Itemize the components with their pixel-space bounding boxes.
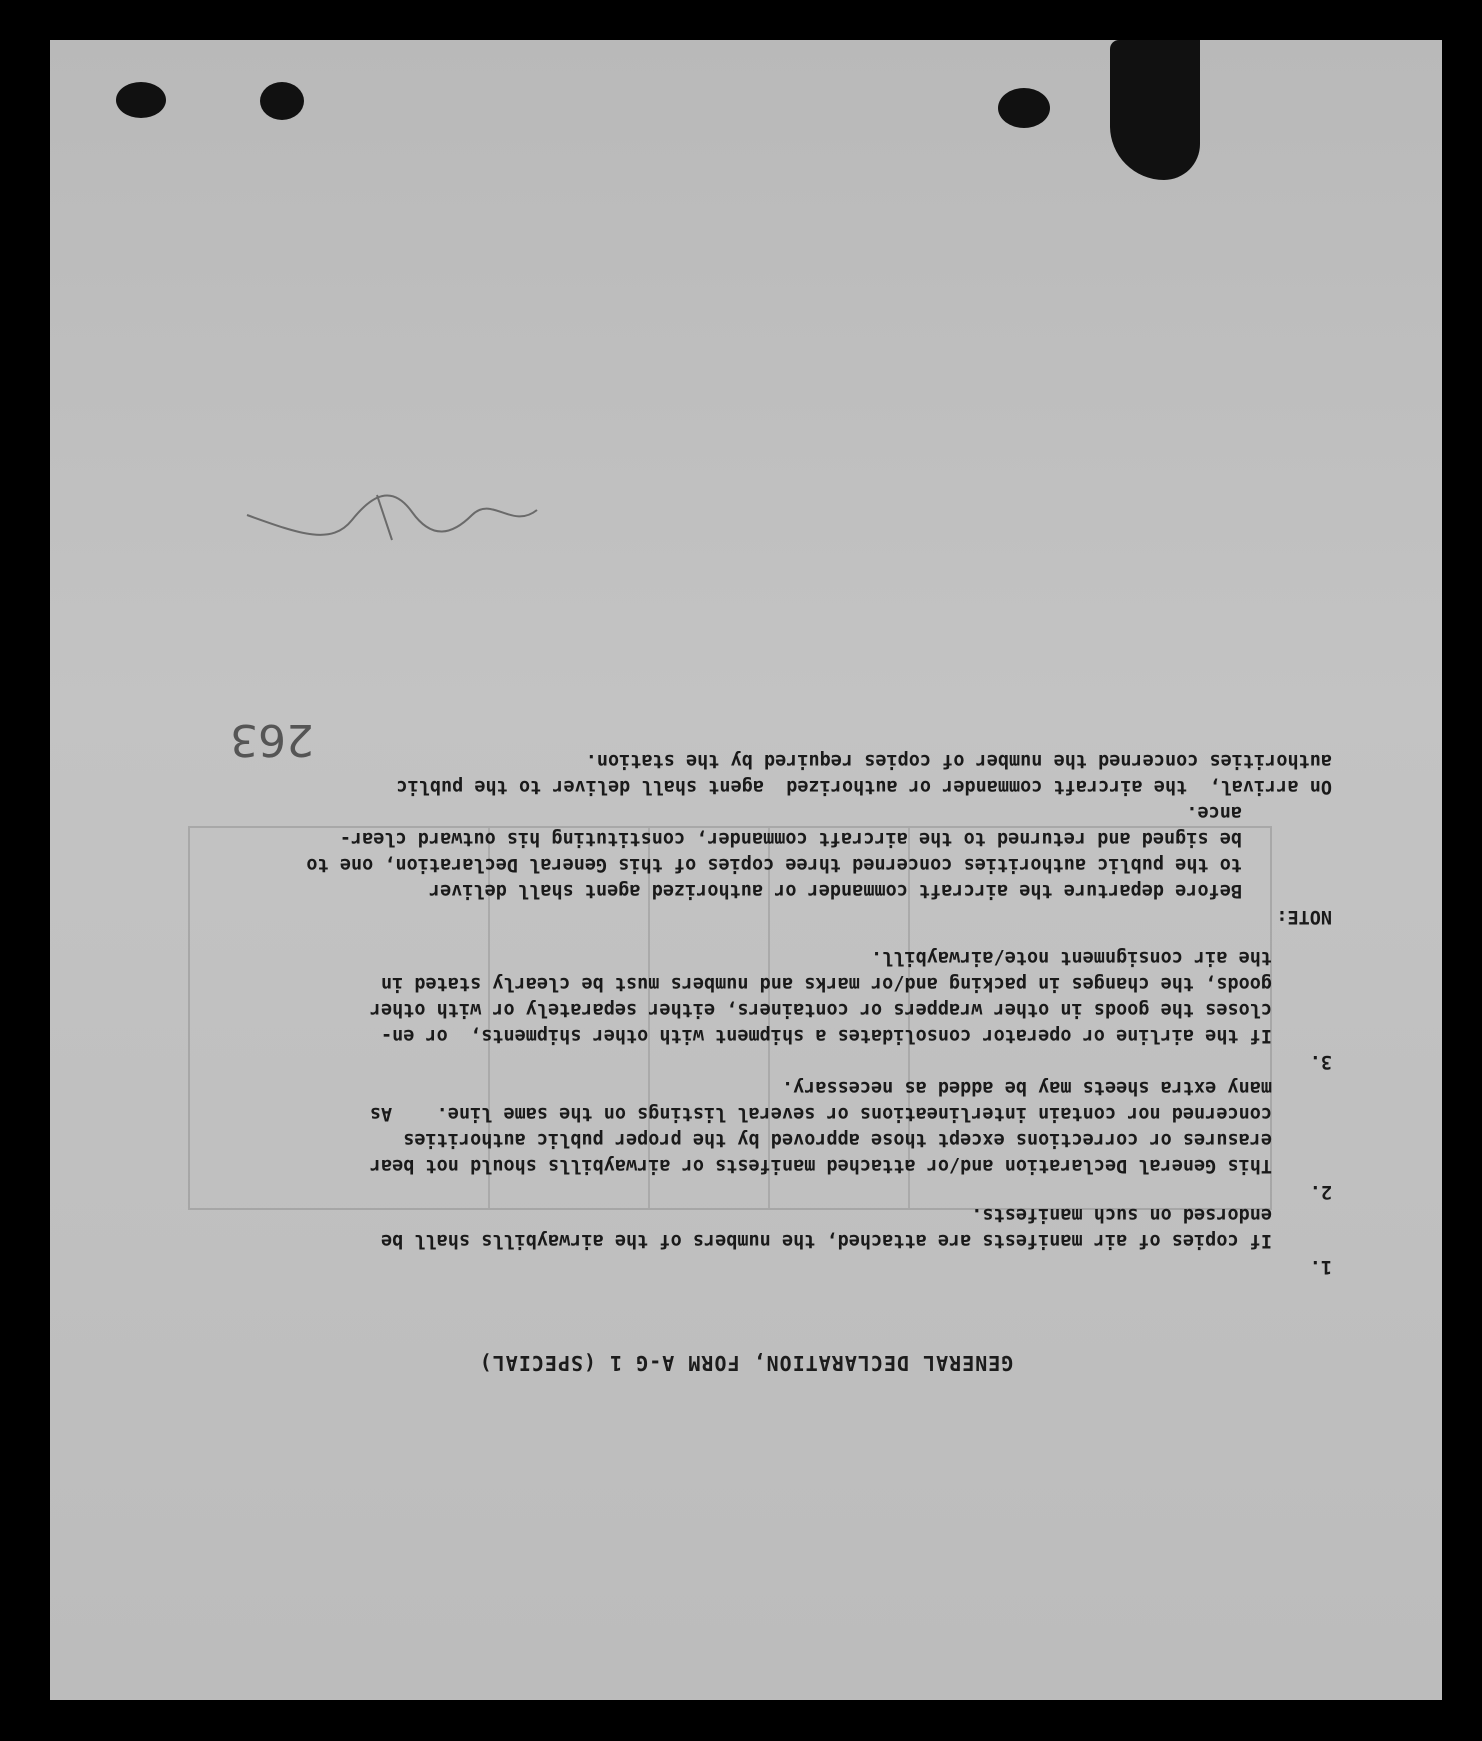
item-number: 2. <box>1309 1181 1332 1202</box>
item-text: If copies of air manifests are attached, the numbers of the airwaybills shall be endorsed on such manifests. <box>380 1204 1272 1251</box>
note-label: NOTE: <box>1276 906 1332 927</box>
arrival-paragraph <box>212 750 1332 825</box>
document-sheet <box>50 40 1442 1700</box>
item-1 <box>212 1204 1332 1305</box>
item-number: 3. <box>1309 1051 1332 1072</box>
page-number: 263 <box>230 714 314 765</box>
item-number: 1. <box>1309 1256 1332 1277</box>
note-paragraph <box>212 802 1332 955</box>
note-text: Before departure the aircraft commander or authorized agent shall deliver to the public authorities concerned three copies of this General Declaration, one to be signed and returned to the aircraft commander, constituting his outward clear- ance. <box>306 802 1242 901</box>
arrival-text: On arrival, the aircraft commander or authorized agent shall deliver to the public authorities concerned the number of copies required by the station. <box>396 750 1332 797</box>
document-title: GENERAL DECLARATION, FORM A-G 1 (SPECIAL) <box>478 1351 1014 1375</box>
rotated-page <box>50 40 1442 1700</box>
item-2 <box>212 1077 1332 1230</box>
item-text: This General Declaration and/or attached manifests or airwaybills should not bear erasures or corrections except those approved by the proper public authorities concerned nor contain interlineations or several listings on the same line. As many extra sheets may be added as necessary. <box>369 1077 1272 1176</box>
signature-scrawl <box>242 490 542 550</box>
item-text: If the airline or operator consolidates a shipment with other shipments, or en- closes the goods in other wrappers or containers, either separately or with other goods, the changes in packing and/or marks and numbers must be clearly stated in the air consignment note/airwaybill. <box>369 947 1272 1046</box>
item-3 <box>212 947 1332 1100</box>
